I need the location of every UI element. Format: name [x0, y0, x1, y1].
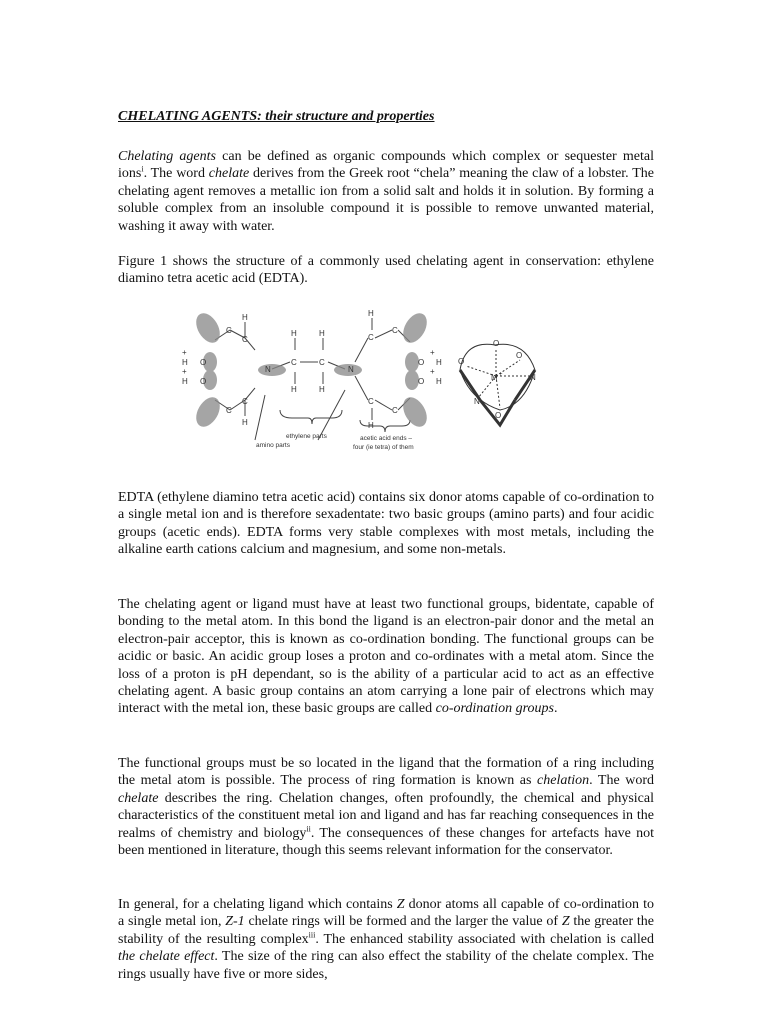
paragraph-ligand: [118, 596, 654, 718]
text-run: . The word: [589, 773, 654, 789]
atom-label: C: [242, 397, 248, 406]
atom-label: H: [182, 358, 188, 367]
atom-label: H: [291, 385, 297, 394]
atom-label: H: [319, 385, 325, 394]
atom-label: O: [418, 377, 425, 386]
atom-label: H: [436, 377, 442, 386]
term-chelate-effect: the chelate effect: [118, 949, 215, 965]
atom-label: H: [291, 329, 297, 338]
charge-label: +: [430, 367, 435, 376]
atom-label: C: [368, 333, 374, 342]
text-run: The chelating agent or ligand must have at least two functional groups, bidentate, capable of bonding to the metal atom. In this bond the ligand is an electron-pair donor and the metal an electron-pair acceptor, this is known as co-ordination bonding. The functional groups can be acidic or basic. An acidic group loses a proton and co-ordinates with a metal atom. Since the loss of a proton is pH dependant, so is the ability of a particular acid to act as an effective chelating agent. A basic group contains an atom carrying a lone pair of electrons which may interact with the metal ion, these basic groups are called: [118, 597, 654, 717]
label-ethylene-parts: ethylene parts: [286, 433, 327, 440]
atom-label: C: [226, 406, 232, 415]
atom-label: N: [530, 373, 536, 382]
atom-label: H: [319, 329, 325, 338]
text-run: describes the ring. Chelation changes, often profoundly, the chemical and physical characteristics of the constituent metal ion and ligand and has far reaching consequences in the realms of chemistry and biology: [118, 790, 654, 841]
atom-label: N: [474, 397, 480, 406]
text-run: .: [553, 701, 558, 717]
atom-label: O: [458, 357, 465, 366]
text-run: . The size of the ring can also effect the stability of the chelate complex. The rings usually have five or more sides,: [118, 949, 654, 982]
text-run: donor atoms all capable of co-ordination to a single metal ion,: [118, 897, 654, 930]
atom-label: H: [242, 313, 248, 322]
label-amino-parts: amino parts: [256, 442, 290, 449]
text-run: . The word: [143, 166, 209, 182]
atom-label: N: [265, 365, 271, 374]
term-chelation: chelation: [537, 773, 590, 789]
footnote-ref: ii: [306, 823, 311, 833]
charge-label: +: [182, 367, 187, 376]
footnote-ref: iii: [308, 930, 316, 940]
atom-label: C: [392, 406, 398, 415]
term-chelate: chelate: [208, 166, 250, 182]
variable-z: Z: [396, 897, 405, 912]
variable-z-minus-1: Z-1: [225, 914, 245, 930]
atom-label: C: [242, 335, 248, 344]
text-run: . The consequences of these changes for artefacts have not been mentioned in literature, though this seems relevant information for the conservator.: [118, 825, 654, 859]
footnote-ref: i: [141, 164, 144, 174]
charge-label: +: [430, 348, 435, 357]
atom-label: O: [516, 351, 523, 360]
text-run: EDTA (ethylene diamino tetra acetic acid) contains six donor atoms capable of co-ordination to a single metal ion and is therefore sexadentate: two basic groups (amino parts) and four acidic groups (acetic ends). EDTA forms very stable complexes with most metals, including the alkaline earth cations calcium and magnesium, and some non-metals.: [118, 490, 654, 558]
variable-z: Z: [561, 914, 570, 930]
text-run: can be defined as organic compounds which complex or sequester metal ions: [118, 149, 654, 182]
atom-label: C: [291, 358, 297, 367]
text-run: the greater the stability of the resulting complex: [118, 914, 654, 947]
atom-label: C: [226, 326, 232, 335]
term-coordination-groups: co-ordination groups: [435, 701, 554, 717]
atom-label: H: [368, 421, 374, 430]
paragraph-edta: [118, 489, 654, 559]
atom-label: C: [392, 326, 398, 335]
paragraph-chelate-effect: [118, 896, 654, 983]
atom-label: O: [418, 358, 425, 367]
text-run: chelate rings will be formed and the larger the value of: [244, 914, 562, 930]
term-chelating-agents: Chelating agents: [118, 149, 216, 164]
text-run: In general, for a chelating ligand which contains: [118, 897, 397, 912]
term-chelate: chelate: [118, 790, 159, 806]
page-title: CHELATING AGENTS: their structure and properties: [118, 109, 435, 124]
paragraph-chelation: [118, 755, 654, 859]
atom-label: H: [242, 418, 248, 427]
atom-label: H: [368, 309, 374, 318]
edta-structure-figure: [160, 300, 580, 460]
label-acetic-ends-note: four (ie tetra) of them: [353, 444, 414, 451]
atom-label: O: [495, 411, 502, 420]
atom-label: N: [348, 365, 354, 374]
atom-label: O: [493, 339, 500, 348]
atom-label: H: [436, 358, 442, 367]
label-acetic-ends: acetic acid ends –: [360, 435, 413, 442]
charge-label: +: [499, 372, 503, 378]
atom-label: C: [319, 358, 325, 367]
atom-label: O: [200, 377, 207, 386]
atom-label: H: [182, 377, 188, 386]
text-run: The functional groups must be so located in the ligand that the formation of a ring including the metal atom is possible. The process of ring formation is known as: [118, 756, 654, 789]
text-run: derives from the Greek root “chela” meaning the claw of a lobster. The chelating agent removes a metallic ion from a solid salt and holds it in solution. By forming a soluble complex from an insoluble compound it is possible to remove unwanted material, washing it away with water.: [118, 166, 654, 234]
text-run: . The enhanced stability associated with chelation is called: [315, 931, 654, 947]
atom-label: C: [368, 397, 374, 406]
atom-label: O: [200, 358, 207, 367]
paragraph-definition: [118, 148, 654, 235]
charge-label: +: [182, 348, 187, 357]
text-run: Figure 1 shows the structure of a commonly used chelating agent in conservation: ethylene diamino tetra acetic acid (EDTA).: [118, 254, 654, 287]
paragraph-figure-intro: [118, 253, 654, 288]
metal-ion-label: M: [491, 373, 498, 382]
